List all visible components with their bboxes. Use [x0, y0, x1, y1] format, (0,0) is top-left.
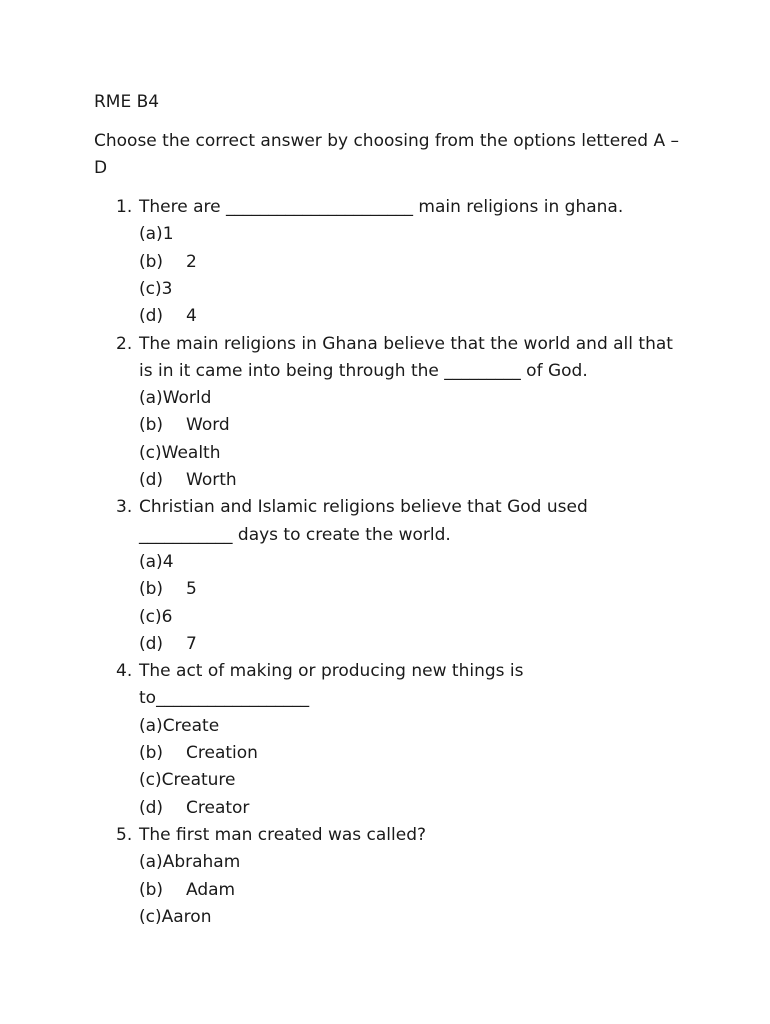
- answer-option: [139, 878, 236, 902]
- option-text: Worth: [186, 470, 237, 490]
- answer-option: [139, 632, 197, 656]
- option-text: World: [162, 388, 212, 409]
- answer-option: [139, 250, 197, 274]
- question-number: 3.: [116, 497, 133, 518]
- option-letter: (b): [139, 743, 164, 763]
- option-letter: (c): [139, 770, 162, 791]
- option-text: 2: [186, 251, 197, 272]
- question-text: Christian and Islamic religions believe that God used: [139, 497, 588, 518]
- question-text: There are ______________________ main religions in ghana.: [139, 197, 624, 217]
- answer-option: [139, 468, 237, 492]
- question-number: 2.: [116, 333, 133, 354]
- answer-option: [139, 714, 219, 738]
- option-letter: (d): [139, 797, 164, 818]
- answer-option: [139, 277, 172, 301]
- option-text: 5: [186, 579, 197, 600]
- option-text: 4: [186, 306, 197, 327]
- answer-option: [139, 386, 211, 410]
- option-letter: (b): [139, 879, 164, 900]
- option-letter: (a): [139, 224, 163, 245]
- answer-option: [139, 850, 240, 874]
- option-letter: (b): [139, 579, 164, 600]
- question-number: 4.: [116, 661, 133, 682]
- question-number: 5.: [116, 824, 133, 845]
- option-text: Creator: [186, 797, 250, 818]
- option-letter: (c): [139, 442, 162, 463]
- option-letter: (b): [139, 251, 164, 272]
- option-text: 7: [186, 633, 197, 654]
- option-letter: (b): [139, 415, 164, 436]
- question-text: The first man created was called?: [139, 824, 427, 845]
- question-text: ___________ days to create the world.: [139, 524, 451, 545]
- option-letter: (d): [139, 470, 164, 490]
- option-text: Adam: [186, 879, 236, 900]
- option-text: Word: [186, 415, 230, 436]
- option-text: Creature: [161, 770, 236, 791]
- answer-option: [139, 605, 172, 629]
- option-letter: (a): [139, 715, 163, 736]
- option-text: 6: [161, 606, 173, 627]
- question-text: to__________________: [139, 688, 310, 709]
- document-title: RME B4: [94, 92, 160, 112]
- answer-option: [139, 741, 258, 765]
- option-letter: (a): [139, 551, 163, 572]
- answer-option: [139, 441, 220, 465]
- answer-option: [139, 304, 197, 328]
- option-text: 4: [162, 551, 174, 572]
- option-text: 3: [161, 278, 173, 299]
- question-text: is in it came into being through the _________ of God.: [139, 360, 588, 381]
- answer-option: [139, 577, 197, 601]
- option-letter: (c): [139, 606, 162, 627]
- option-text: Create: [162, 715, 220, 736]
- answer-option: [139, 905, 211, 929]
- option-letter: (a): [139, 388, 163, 409]
- answer-option: [139, 796, 250, 820]
- option-text: Wealth: [161, 442, 221, 463]
- answer-option: [139, 768, 236, 792]
- option-letter: (c): [139, 278, 162, 299]
- answer-option: [139, 550, 174, 574]
- option-letter: (c): [139, 906, 162, 927]
- question-number: 1.: [116, 197, 133, 217]
- option-text: Aaron: [161, 906, 212, 927]
- option-text: Creation: [186, 743, 258, 763]
- question-text: The act of making or producing new things is: [139, 661, 524, 682]
- option-letter: (d): [139, 633, 164, 654]
- question-text: The main religions in Ghana believe that the world and all that: [139, 333, 673, 354]
- option-letter: (a): [139, 852, 163, 873]
- answer-option: [139, 413, 230, 437]
- option-text: Abraham: [162, 852, 241, 873]
- answer-option: [139, 222, 174, 246]
- instruction-text: Choose the correct answer by choosing from the options lettered A – D: [94, 131, 679, 178]
- option-text: 1: [162, 224, 174, 245]
- option-letter: (d): [139, 306, 164, 327]
